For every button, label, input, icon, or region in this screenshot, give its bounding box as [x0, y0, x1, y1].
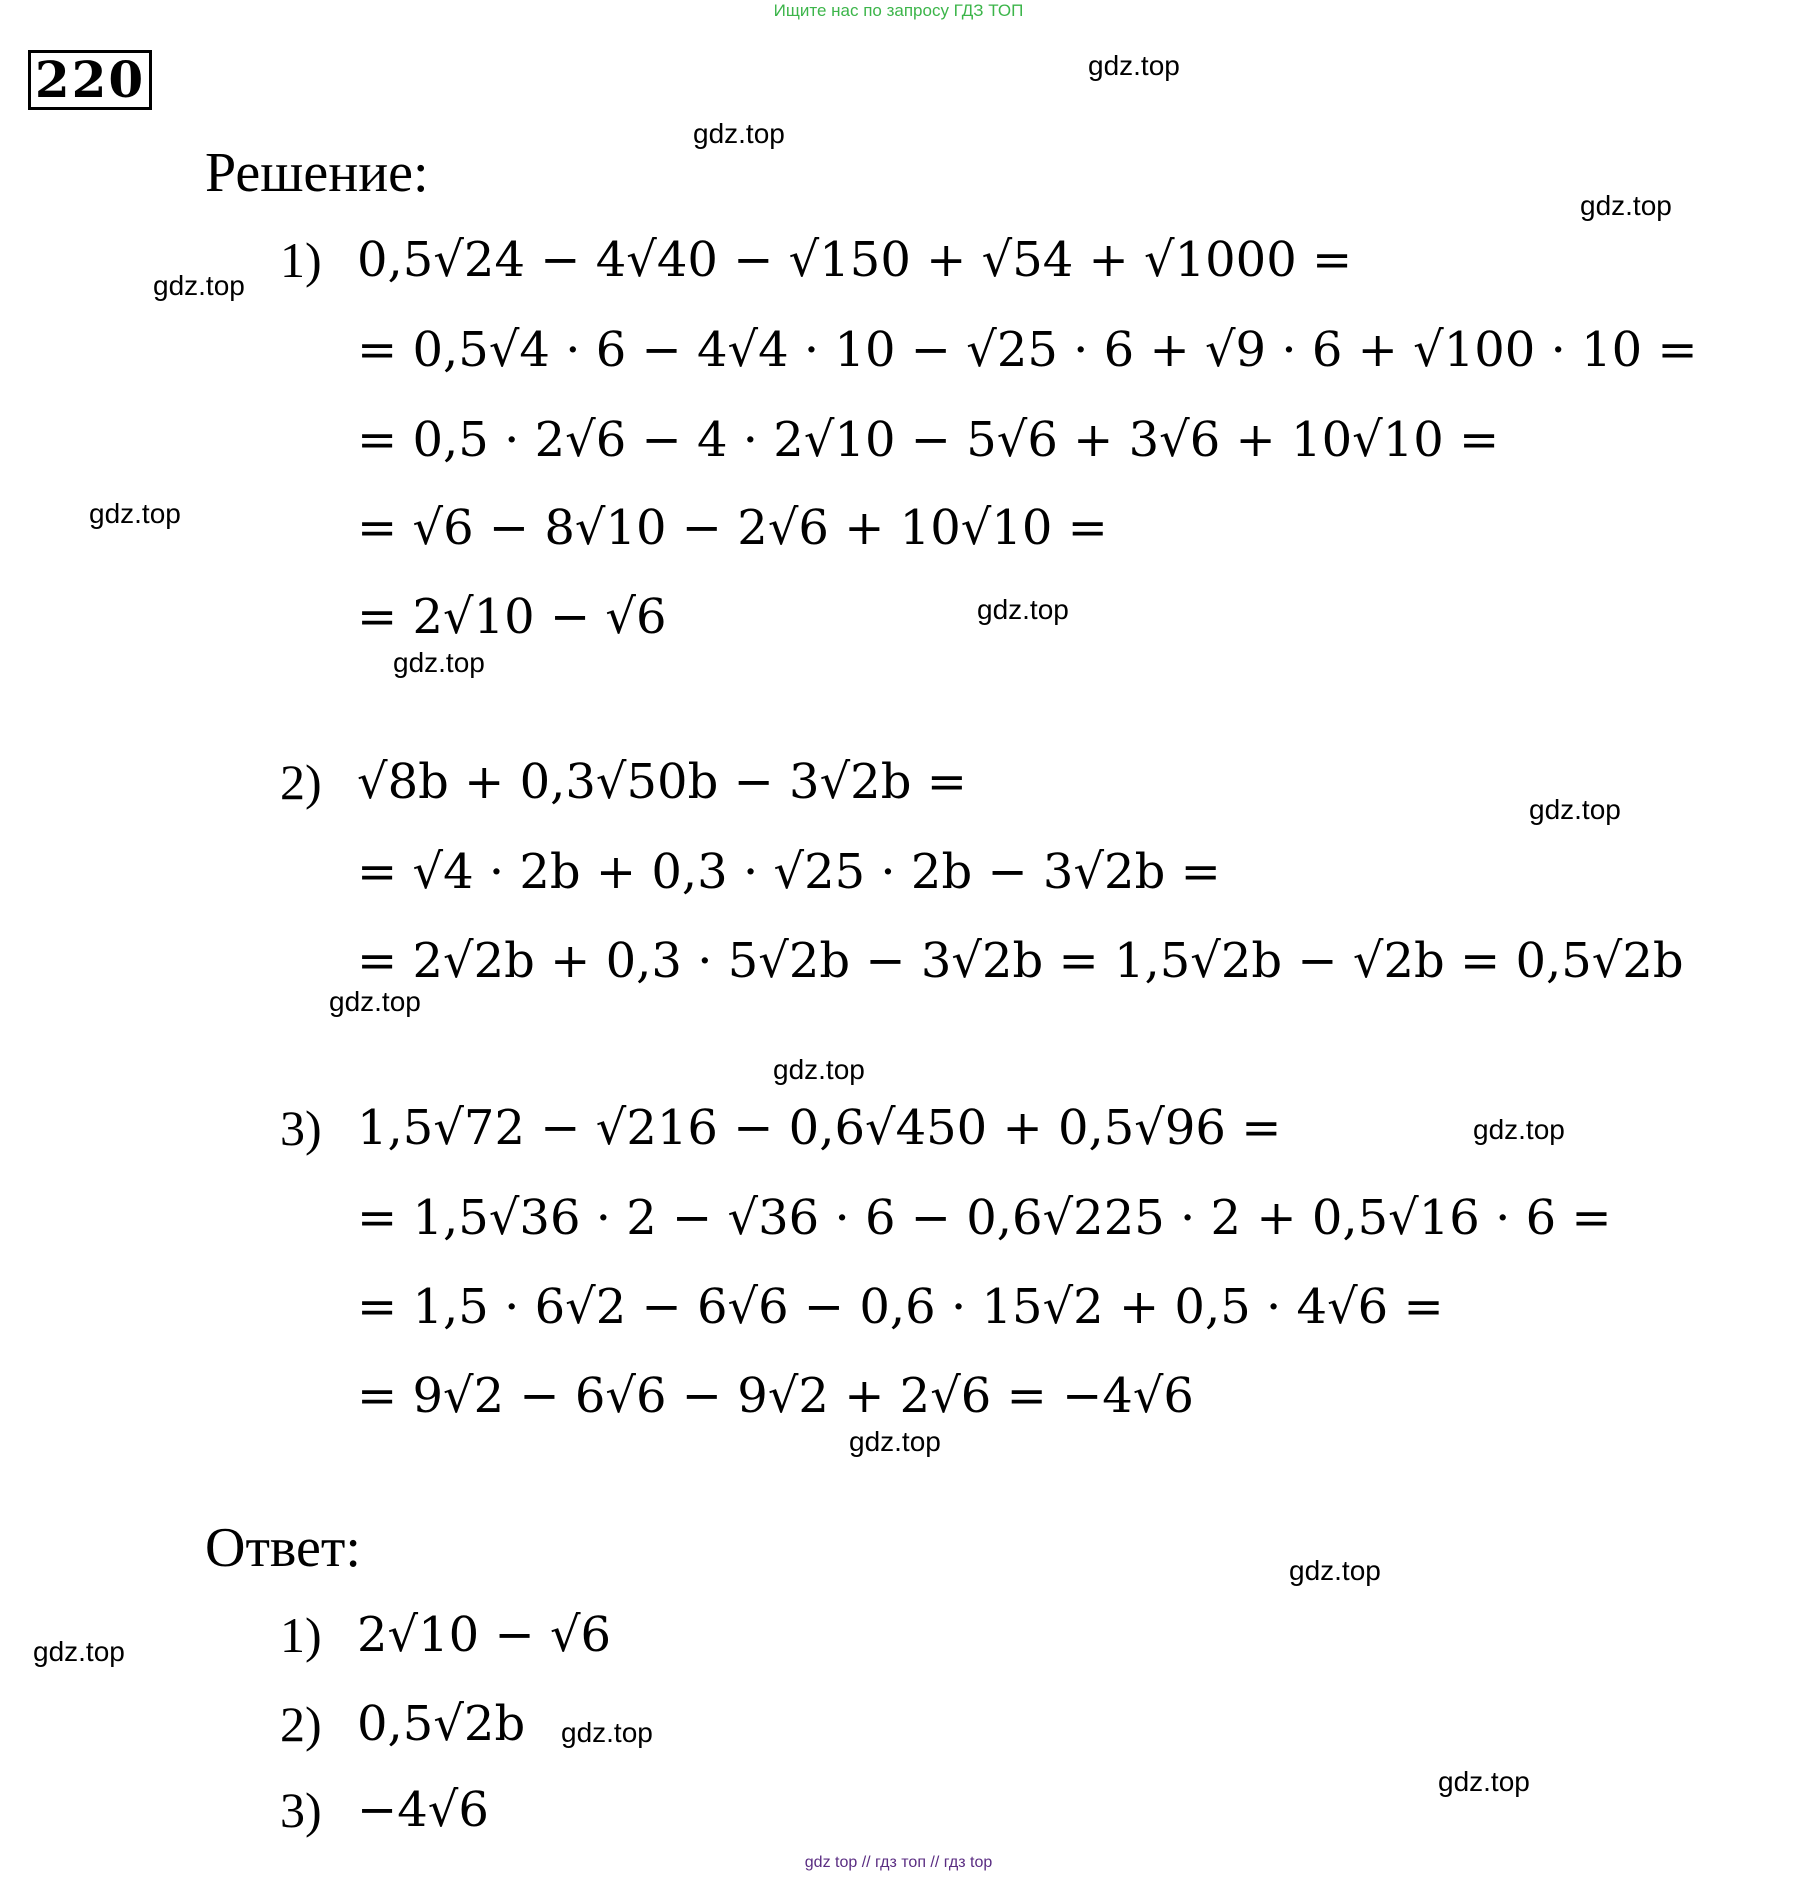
answer-heading: Ответ: [205, 1517, 361, 1579]
search-hint-banner: Ищите нас по запросу ГДЗ ТОП [773, 1, 1024, 20]
watermark: gdz.top [561, 1717, 653, 1748]
watermark: gdz.top [153, 270, 245, 301]
footer-links-note: gdz top // гдз топ // гдз top [804, 1854, 993, 1871]
part-1-line-4: = √6 − 8√10 − 2√6 + 10√10 = [357, 500, 1108, 556]
answer-3-number: 3) [280, 1782, 322, 1838]
part-3-line-2: = 1,5√36 · 2 − √36 · 6 − 0,6√225 · 2 + 0,5√16 · 6 = [357, 1190, 1612, 1246]
part-2-line-3: = 2√2b + 0,3 · 5√2b − 3√2b = 1,5√2b − √2b = 0,5√2b [357, 933, 1684, 989]
part-1-line-3: = 0,5 · 2√6 − 4 · 2√10 − 5√6 + 3√6 + 10√10 = [357, 412, 1500, 468]
part-1-line-1: 0,5√24 − 4√40 − √150 + √54 + √1000 = [357, 232, 1353, 288]
answer-1-number: 1) [280, 1607, 322, 1663]
answer-1-value: 2√10 − √6 [357, 1607, 612, 1663]
part-2-line-2: = √4 · 2b + 0,3 · √25 · 2b − 3√2b = [357, 844, 1221, 900]
part-3-line-3: = 1,5 · 6√2 − 6√6 − 0,6 · 15√2 + 0,5 · 4√6 = [357, 1279, 1444, 1335]
watermark: gdz.top [1529, 794, 1621, 825]
watermark: gdz.top [693, 118, 785, 149]
watermark: gdz.top [329, 986, 421, 1017]
watermark: gdz.top [1088, 50, 1180, 81]
watermark: gdz.top [773, 1054, 865, 1085]
part-3-number: 3) [280, 1100, 322, 1156]
part-1-number: 1) [280, 232, 322, 288]
watermark: gdz.top [1580, 190, 1672, 221]
part-2-line-1: √8b + 0,3√50b − 3√2b = [357, 754, 967, 810]
watermark: gdz.top [1473, 1114, 1565, 1145]
part-3-line-4: = 9√2 − 6√6 − 9√2 + 2√6 = −4√6 [357, 1368, 1194, 1424]
watermark: gdz.top [1438, 1766, 1530, 1797]
part-1-line-2: = 0,5√4 · 6 − 4√4 · 10 − √25 · 6 + √9 · 6 + √100 · 10 = [357, 322, 1698, 378]
watermark: gdz.top [1289, 1555, 1381, 1586]
answer-2-number: 2) [280, 1696, 322, 1752]
answer-2-value: 0,5√2b [357, 1696, 526, 1752]
watermark: gdz.top [393, 647, 485, 678]
task-number-box: 220 [28, 50, 152, 110]
part-3-line-1: 1,5√72 − √216 − 0,6√450 + 0,5√96 = [357, 1100, 1282, 1156]
watermark: gdz.top [849, 1426, 941, 1457]
watermark: gdz.top [977, 594, 1069, 625]
watermark: gdz.top [89, 498, 181, 529]
answer-3-value: −4√6 [357, 1782, 489, 1838]
watermark: gdz.top [33, 1636, 125, 1667]
part-1-line-5: = 2√10 − √6 [357, 589, 667, 645]
solution-heading: Решение: [205, 142, 429, 204]
part-2-number: 2) [280, 754, 322, 810]
